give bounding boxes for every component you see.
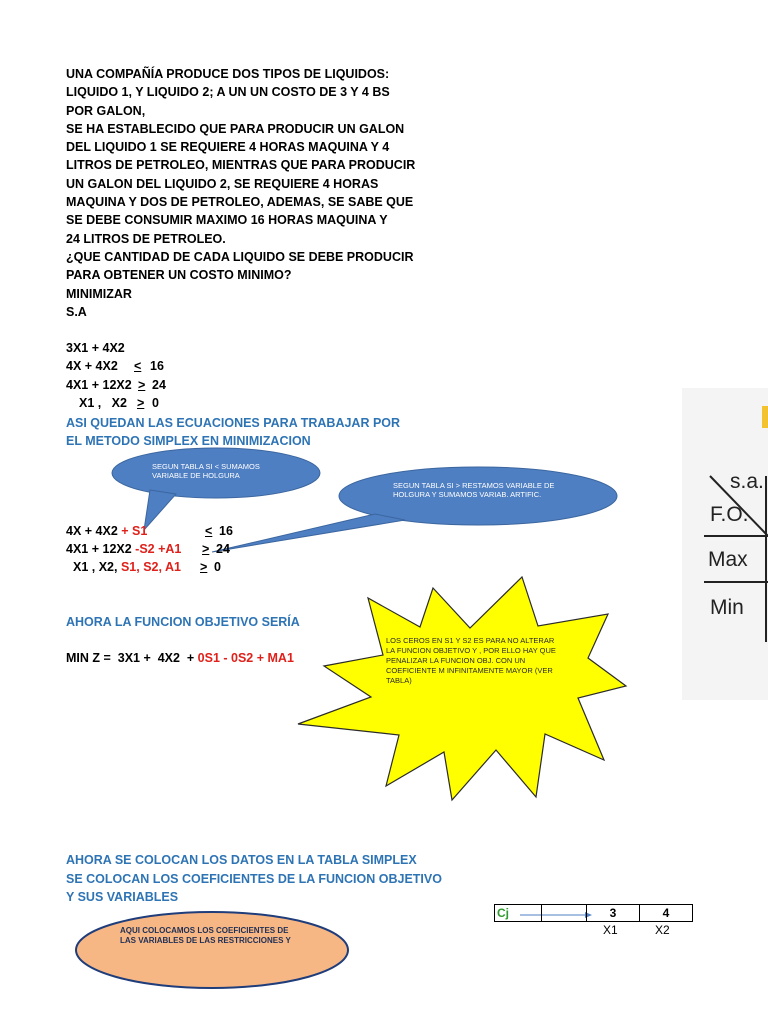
constraint-2-rhs: 24 <box>152 378 166 392</box>
intro-line: S.A <box>66 304 87 319</box>
side-image-lines <box>682 388 768 700</box>
intro-line: MAQUINA Y DOS DE PETROLEO, ADEMAS, SE SABE QUE <box>66 195 414 210</box>
side-sa: s.a. <box>730 470 764 493</box>
std-eq-1 <box>66 524 233 539</box>
side-fo: F.O. <box>710 503 749 526</box>
heading-line: SE COLOCAN LOS COEFICIENTES DE LA FUNCION OBJETIVO <box>66 871 442 886</box>
std-eq-2-op: > <box>202 542 210 556</box>
objective-function <box>66 651 294 666</box>
table-row <box>495 905 693 922</box>
std-eq-2-vars: -S2 +A1 <box>135 542 182 556</box>
orange-callout-text <box>120 926 291 946</box>
heading-line: EL METODO SIMPLEX EN MINIMIZACION <box>66 434 311 448</box>
intro-line: 24 LITROS DE PETROLEO. <box>66 231 226 246</box>
orange-callout <box>76 912 348 988</box>
constraint-2-op: > <box>138 378 146 392</box>
heading-line: AHORA SE COLOCAN LOS DATOS EN LA TABLA SIMPLEX <box>66 853 417 867</box>
nonneg-rhs: 0 <box>152 396 159 410</box>
std-eq-2-lhs: 4X1 + 12X2 <box>66 542 136 556</box>
cj-label-cell: Cj <box>495 905 542 922</box>
intro-line: SE DEBE CONSUMIR MAXIMO 16 HORAS MAQUINA Y <box>66 213 388 228</box>
intro-line: LITROS DE PETROLEO, MIENTRAS QUE PARA PRODUCIR <box>66 158 416 173</box>
std-eq-2 <box>66 542 230 557</box>
star-callout <box>298 577 626 800</box>
nonneg-vars: X1 , X2 <box>79 396 127 410</box>
std-eq-1-lhs: 4X + 4X2 <box>66 524 122 538</box>
orange-line: AQUI COLOCAMOS LOS COEFICIENTES DE <box>120 926 289 935</box>
bubble-line: SEGUN TABLA SI < SUMAMOS <box>152 462 260 471</box>
star-callout-text <box>386 636 556 686</box>
cj-x1-value: 3 <box>587 905 640 922</box>
std-eq-3-op: > <box>200 560 208 574</box>
std-eq-3 <box>73 560 221 575</box>
intro-line: UN GALON DEL LIQUIDO 2, SE REQUIERE 4 HORAS <box>66 176 379 191</box>
intro-line: DEL LIQUIDO 1 SE REQUIERE 4 HORAS MAQUINA Y 4 <box>66 140 390 155</box>
star-line: LA FUNCION OBJETIVO Y , POR ELLO HAY QUE <box>386 646 556 655</box>
std-eq-1-rhs: 16 <box>219 524 233 538</box>
intro-line: PARA OBTENER UN COSTO MINIMO? <box>66 268 292 283</box>
side-min: Min <box>710 596 744 619</box>
x2-header: X2 <box>655 923 670 937</box>
bubble-holgura-text <box>152 462 260 480</box>
fo-suffix: 0S1 - 0S2 + MA1 <box>197 651 294 665</box>
bubble-line: HOLGURA Y SUMAMOS VARIAB. ARTIFIC. <box>393 490 542 499</box>
constraint-1-op: < <box>134 359 142 373</box>
constraint-2-lhs: 4X1 + 12X2 <box>66 378 132 392</box>
cj-table <box>494 904 693 922</box>
side-image <box>682 388 768 700</box>
heading-line: Y SUS VARIABLES <box>66 890 179 904</box>
std-eq-3-rhs: 0 <box>214 560 221 574</box>
intro-line: POR GALON, <box>66 103 146 118</box>
table-cell <box>542 905 587 922</box>
bubble-line: SEGUN TABLA SI > RESTAMOS VARIABLE DE <box>393 481 555 490</box>
std-eq-3-lhs: X1 , X2, <box>73 560 121 574</box>
fo-prefix: MIN Z = 3X1 + 4X2 + <box>66 651 198 665</box>
star-line: TABLA) <box>386 676 412 685</box>
objective-line: 3X1 + 4X2 <box>66 341 125 355</box>
heading-line: ASI QUEDAN LAS ECUACIONES PARA TRABAJAR POR <box>66 416 401 430</box>
constraint-1-lhs: 4X + 4X2 <box>66 359 118 373</box>
star-line: PENALIZAR LA FUNCION OBJ. CON UN <box>386 656 526 665</box>
std-eq-1-slack: + S1 <box>121 524 148 538</box>
bubble-artificial-text <box>393 481 554 499</box>
nonneg-op: > <box>137 396 145 410</box>
intro-line: LIQUIDO 1, Y LIQUIDO 2; A UN UN COSTO DE 3 Y 4 BS <box>66 85 390 100</box>
bubble-holgura-tail <box>144 490 176 530</box>
std-eq-2-rhs: 24 <box>216 542 230 556</box>
bubble-artificial-tail <box>212 514 405 552</box>
std-eq-3-vars: S1, S2, A1 <box>120 560 181 574</box>
constraint-1-rhs: 16 <box>150 359 164 373</box>
star-line: LOS CEROS EN S1 Y S2 ES PARA NO ALTERAR <box>386 636 555 645</box>
star-line: COEFICIENTE M INFINITAMENTE MAYOR (VER <box>386 666 553 675</box>
intro-line: MINIMIZAR <box>66 286 132 301</box>
side-max: Max <box>708 548 748 571</box>
cj-x2-value: 4 <box>640 905 693 922</box>
intro-line: SE HA ESTABLECIDO QUE PARA PRODUCIR UN GALON <box>66 121 405 136</box>
std-eq-1-op: < <box>205 524 213 538</box>
bubble-line: VARIABLE DE HOLGURA <box>152 471 240 480</box>
intro-line: ¿QUE CANTIDAD DE CADA LIQUIDO SE DEBE PRODUCIR <box>66 249 414 264</box>
section-heading-table <box>66 851 442 907</box>
section-heading-fo: AHORA LA FUNCION OBJETIVO SERÍA <box>66 615 300 629</box>
intro-line: UNA COMPAÑÍA PRODUCE DOS TIPOS DE LIQUIDOS: <box>66 67 390 81</box>
orange-line: LAS VARIABLES DE LAS RESTRICCIONES Y <box>120 936 291 945</box>
x1-header: X1 <box>603 923 618 937</box>
